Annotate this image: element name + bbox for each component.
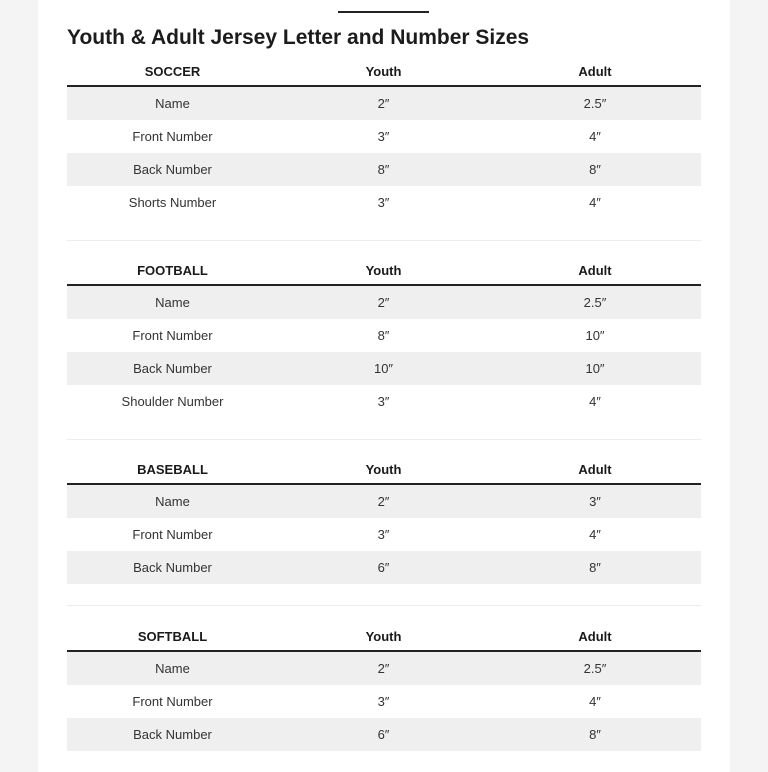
youth-header: Youth — [365, 262, 402, 278]
top-divider — [338, 11, 429, 13]
sport-header: SOFTBALL — [137, 628, 208, 644]
youth-value: 3″ — [377, 394, 390, 409]
section-divider — [67, 439, 701, 440]
table-header — [67, 57, 701, 87]
adult-header: Adult — [578, 628, 612, 644]
youth-value: 2″ — [377, 96, 390, 111]
youth-value: 6″ — [377, 727, 390, 742]
youth-value: 3″ — [377, 195, 390, 210]
adult-value: 8″ — [589, 162, 601, 177]
row-label: Front Number — [132, 328, 213, 343]
row-label: Back Number — [133, 727, 212, 742]
section-divider — [67, 605, 701, 606]
table-row — [67, 718, 701, 751]
row-label: Front Number — [132, 694, 213, 709]
table-row — [67, 385, 701, 418]
youth-value: 2″ — [377, 494, 390, 509]
row-label: Name — [155, 295, 190, 310]
row-label: Front Number — [132, 527, 213, 542]
sport-header: SOCCER — [144, 63, 201, 79]
adult-value: 2.5″ — [583, 661, 607, 676]
youth-header: Youth — [365, 461, 402, 477]
page-title: Youth & Adult Jersey Letter and Number Sizes — [67, 26, 530, 49]
youth-header: Youth — [365, 628, 402, 644]
table-row — [67, 120, 701, 153]
adult-value: 4″ — [589, 195, 601, 210]
baseball-size-table — [67, 455, 701, 584]
adult-value: 3″ — [589, 494, 601, 509]
table-row — [67, 319, 701, 352]
adult-value: 10″ — [585, 361, 605, 376]
row-label: Front Number — [132, 129, 213, 144]
soccer-size-table — [67, 57, 701, 219]
sport-header: BASEBALL — [137, 461, 208, 477]
table-header — [67, 622, 701, 652]
table-header — [67, 455, 701, 485]
adult-value: 10″ — [585, 328, 605, 343]
youth-value: 8″ — [377, 162, 390, 177]
row-label: Back Number — [133, 361, 212, 376]
table-row — [67, 286, 701, 319]
sport-header: FOOTBALL — [137, 262, 208, 278]
youth-value: 6″ — [377, 560, 390, 575]
table-row — [67, 518, 701, 551]
table-row — [67, 551, 701, 584]
section-divider — [67, 240, 701, 241]
row-label: Shorts Number — [128, 195, 217, 210]
row-label: Name — [155, 661, 190, 676]
table-row — [67, 153, 701, 186]
row-label: Name — [155, 494, 190, 509]
table-header — [67, 256, 701, 286]
youth-value: 10″ — [373, 361, 394, 376]
row-label: Back Number — [133, 560, 212, 575]
football-size-table — [67, 256, 701, 418]
adult-value: 4″ — [589, 394, 601, 409]
adult-value: 4″ — [589, 129, 601, 144]
adult-value: 2.5″ — [583, 96, 607, 111]
youth-value: 8″ — [377, 328, 390, 343]
adult-value: 4″ — [589, 527, 601, 542]
table-row — [67, 87, 701, 120]
adult-value: 8″ — [589, 560, 601, 575]
table-row — [67, 652, 701, 685]
youth-value: 3″ — [377, 527, 390, 542]
youth-value: 3″ — [377, 129, 390, 144]
youth-value: 3″ — [377, 694, 390, 709]
row-label: Shoulder Number — [121, 394, 224, 409]
content-card — [38, 0, 730, 772]
row-label: Name — [155, 96, 190, 111]
adult-header: Adult — [578, 262, 612, 278]
table-row — [67, 685, 701, 718]
adult-value: 8″ — [589, 727, 601, 742]
adult-header: Adult — [578, 63, 612, 79]
softball-size-table — [67, 622, 701, 751]
row-label: Back Number — [133, 162, 212, 177]
youth-value: 2″ — [377, 661, 390, 676]
adult-value: 4″ — [589, 694, 601, 709]
table-row — [67, 485, 701, 518]
adult-header: Adult — [578, 461, 612, 477]
youth-header: Youth — [365, 63, 402, 79]
table-row — [67, 186, 701, 219]
adult-value: 2.5″ — [583, 295, 607, 310]
youth-value: 2″ — [377, 295, 390, 310]
table-row — [67, 352, 701, 385]
